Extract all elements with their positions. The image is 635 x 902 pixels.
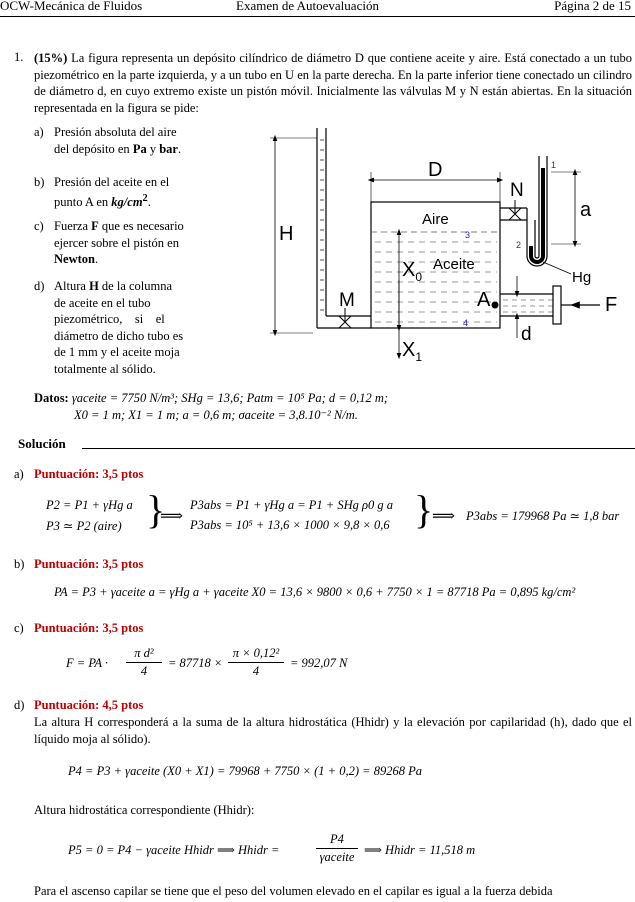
piezometer-oil [320, 140, 324, 310]
tank-figure [255, 128, 633, 366]
datos-line2: X0 = 1 m; X1 = 1 m; a = 0,6 m; σaceite = 3,8.10⁻² N/m. [74, 408, 358, 422]
part-c-frac1-num: π d² [134, 646, 154, 660]
label-a: a [580, 199, 592, 221]
point-3: 3 [465, 230, 471, 240]
problem-weight: (15%) [34, 51, 68, 65]
item-d-label: d) [34, 279, 45, 293]
part-d-label: d) [14, 698, 25, 712]
part-d-text: La altura H corresponderá a la suma de la altura hidrostática (Hhidr) y la elevación por capilaridad (h), dado que el líquido moja al sólido). [34, 715, 632, 746]
part-a-brace1: } [146, 487, 166, 532]
header-rule [0, 16, 635, 17]
part-d-eq1: P4 = P3 + γaceite (X0 + X1) = 79968 + 7750 × (1 + 0,2) = 89268 Pa [68, 764, 422, 778]
label-d: d [521, 324, 532, 345]
header-right: Página 2 de 15 [554, 0, 631, 13]
part-d-score: Puntuación: 4,5 ptos [34, 698, 144, 712]
item-a-text: Presión absoluta del aire del depósito en Pa y bar. [54, 125, 182, 156]
part-d-frac-num: P4 [330, 832, 344, 846]
label-Hg: Hg [572, 269, 592, 286]
label-N: N [510, 180, 524, 201]
part-c-frac1-den: 4 [140, 664, 148, 678]
part-c-label: c) [14, 621, 24, 635]
part-d-last: Para el ascenso capilar se tiene que el peso del volumen elevado en el capilar es igual a la fuerza debida [34, 884, 553, 898]
part-c-frac2-num: π × 0,12² [232, 646, 280, 660]
part-d-frac-den: γaceite [319, 850, 355, 864]
problem-text [34, 50, 632, 116]
part-d-subtitle: Altura hidrostática correspondiente (Hhidr): [34, 803, 255, 817]
part-a-eq2: P3 ≃ P2 (aire) [46, 519, 122, 533]
part-a-eq1: P2 = P1 + γHg a [46, 498, 133, 512]
solucion-title: Solución [18, 436, 66, 451]
part-a-eq3: P3abs = P1 + γHg a = P1 + SHg ρ0 g a [190, 498, 393, 512]
datos-line1: γaceite = 7750 N/m³; SHg = 13,6; Patm = 10⁵ Pa; d = 0,12 m; [71, 391, 389, 405]
part-c-eq-left: F = PA · [66, 656, 109, 670]
item-list [34, 124, 214, 378]
item-c-label: c) [34, 219, 44, 233]
item-c-text: Fuerza F que es necesario ejercer sobre el pistón en Newton. [54, 219, 184, 266]
header-center: Examen de Autoevaluación [236, 0, 379, 13]
item-b [34, 174, 214, 218]
part-b-label: b) [14, 557, 25, 571]
valve-n [509, 200, 521, 220]
point-2: 2 [516, 240, 522, 250]
label-A: A [477, 289, 491, 311]
part-a-result: P3abs = 179968 Pa ≃ 1,8 bar [466, 509, 620, 523]
item-a-label: a) [34, 125, 44, 139]
part-a-label: a) [14, 467, 24, 481]
problem-body: La figura representa un depósito cilíndrico de diámetro D que contiene aceite y aire. Está conectado a un tubo piezométrico en la parte izquierda, y a un tubo en U en la parte derecha. En la parte inferior tiene conectado un cilindro de diámetro d, en cuyo extremo existe un pistón móvil. Inicialmente las válvulas M y N están abiertas. En la situación representada en la figura se pide: [34, 51, 633, 115]
piston [553, 286, 561, 324]
datos-block [34, 390, 388, 424]
label-aire: Aire [422, 211, 449, 228]
label-X0: $X_0$ [402, 259, 423, 284]
part-d-frac-bar [316, 848, 358, 849]
part-c-eq-right: = 992,07 N [290, 656, 348, 670]
part-d-eq2-right: ⟹ Hhidr = 11,518 m [364, 843, 476, 857]
part-b-eq: PA = P3 + γaceite a = γHg a + γaceite X0 = 13,6 × 9800 × 0,6 + 7750 × 1 = 87718 Pa = 0,895 kg/cm² [54, 585, 576, 599]
part-a-brace2: } [414, 487, 434, 532]
point-1: 1 [551, 160, 557, 170]
part-c-frac1-bar [126, 662, 162, 663]
part-d-eq2-left: P5 = 0 = P4 − γaceite Hhidr ⟹ Hhidr = [68, 843, 280, 857]
part-c-frac2-bar [228, 662, 284, 663]
item-c [34, 218, 214, 278]
item-a [34, 124, 214, 174]
part-b-score: Puntuación: 3,5 ptos [34, 557, 144, 571]
label-M: M [339, 290, 355, 311]
datos-label: Datos: [34, 391, 69, 405]
label-F: F [605, 294, 618, 316]
solucion-rule [82, 448, 635, 449]
header-left: OCW-Mecánica de Fluidos [0, 0, 143, 13]
item-d-text: Altura H de la columna de aceite en el tubo piezométrico, si el diámetro de dicho tubo es de 1 mm y el aceite moja totalmente al sólido. [54, 279, 184, 376]
part-a-score: Puntuación: 3,5 ptos [34, 467, 144, 481]
part-c-score: Puntuación: 3,5 ptos [34, 621, 144, 635]
label-X1: $X_1$ [402, 339, 423, 364]
item-b-text: Presión del aceite en el punto A en $kg/cm^2$. [54, 175, 170, 209]
part-a-arrow1: ⟹ [160, 508, 183, 525]
label-aceite: Aceite [433, 256, 475, 273]
problem-number: 1. [14, 50, 24, 64]
item-d [34, 278, 214, 378]
part-a-arrow2: ⟹ [432, 508, 455, 525]
point-A [492, 302, 499, 309]
item-b-label: b) [34, 175, 45, 189]
part-c-eq-mid: = 87718 × [168, 656, 223, 670]
part-a-eq4: P3abs = 10⁵ + 13,6 × 1000 × 9,8 × 0,6 [190, 518, 390, 532]
label-H: H [279, 223, 294, 245]
point-4: 4 [463, 318, 469, 328]
label-D: D [428, 159, 443, 181]
mercury [529, 168, 545, 264]
part-c-frac2-den: 4 [252, 664, 260, 678]
valve-m [339, 308, 351, 328]
